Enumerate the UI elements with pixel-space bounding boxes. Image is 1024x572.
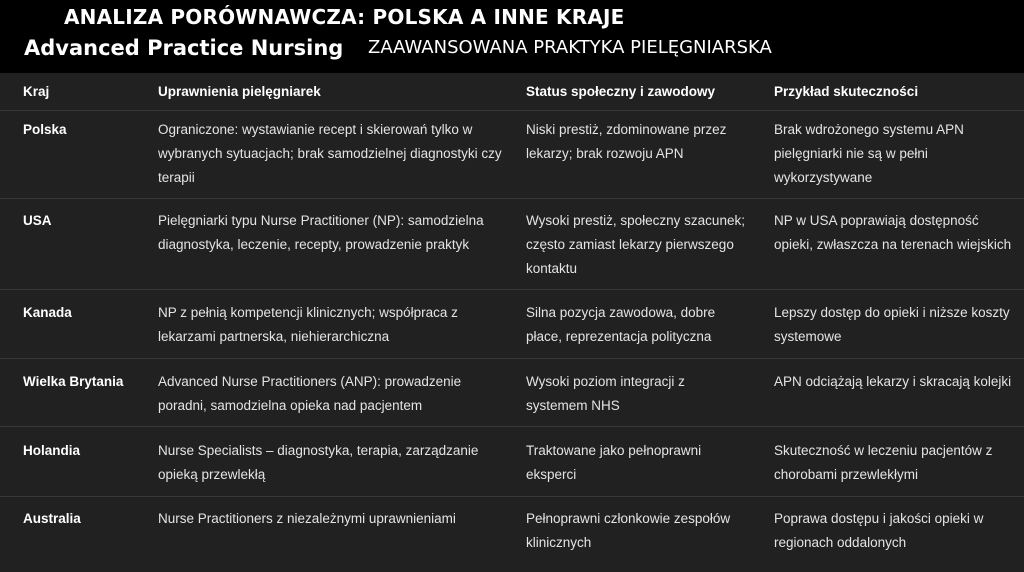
cell-country: Kanada: [23, 305, 72, 320]
cell-status: Niski prestiż, zdominowane przez lekarzy; brak rozwoju APN: [526, 122, 727, 161]
comparison-table: [0, 73, 1024, 572]
column-header-example: Przykład skuteczności: [774, 84, 919, 99]
cell-status: Traktowane jako pełnoprawni eksperci: [526, 443, 702, 482]
cell-country: USA: [23, 213, 52, 228]
table-row-netherlands: [0, 427, 1024, 497]
cell-example: APN odciążają lekarzy i skracają kolejki: [774, 374, 1012, 389]
cell-country: Wielka Brytania: [23, 374, 124, 389]
cell-rights: NP z pełnią kompetencji klinicznych; współpraca z lekarzami partnerska, niehierarchiczna: [158, 305, 458, 344]
page-title: ANALIZA PORÓWNAWCZA: POLSKA A INNE KRAJE: [64, 5, 625, 29]
cell-country: Australia: [23, 511, 81, 526]
table-row-poland: [0, 111, 1024, 199]
column-header-status: Status społeczny i zawodowy: [526, 84, 716, 99]
cell-status: Pełnoprawni członkowie zespołów klinicznych: [526, 511, 731, 550]
cell-status: Wysoki poziom integracji z systemem NHS: [526, 374, 685, 413]
table-row-australia: [0, 497, 1024, 572]
cell-status: Wysoki prestiż, społeczny szacunek; często zamiast lekarzy pierwszego kontaktu: [526, 213, 745, 276]
page-subtitle-english: Advanced Practice Nursing: [24, 36, 344, 60]
cell-example: Lepszy dostęp do opieki i niższe koszty systemowe: [774, 305, 1010, 344]
cell-example: NP w USA poprawiają dostępność opieki, zwłaszcza na terenach wiejskich: [774, 213, 1012, 252]
column-header-rights: Uprawnienia pielęgniarek: [158, 84, 321, 99]
cell-rights: Nurse Practitioners z niezależnymi uprawnieniami: [158, 511, 456, 526]
cell-rights: Ograniczone: wystawianie recept i skierowań tylko w wybranych sytuacjach; brak samodzielnej diagnostyki czy terapii: [158, 122, 502, 185]
cell-rights: Pielęgniarki typu Nurse Practitioner (NP): samodzielna diagnostyka, leczenie, recepty, prowadzenie praktyk: [158, 213, 484, 252]
table-row-usa: [0, 199, 1024, 290]
table-row-canada: [0, 290, 1024, 359]
cell-example: Poprawa dostępu i jakości opieki w regionach oddalonych: [774, 511, 984, 550]
page-subtitle-polish: ZAAWANSOWANA PRAKTYKA PIELĘGNIARSKA: [368, 37, 772, 58]
cell-country: Polska: [23, 122, 67, 137]
cell-rights: Advanced Nurse Practitioners (ANP): prowadzenie poradni, samodzielna opieka nad pacjentem: [158, 374, 462, 413]
table-row-united-kingdom: [0, 359, 1024, 427]
cell-rights: Nurse Specialists – diagnostyka, terapia, zarządzanie opieką przewlekłą: [158, 443, 479, 482]
column-header-country: Kraj: [23, 84, 50, 99]
cell-country: Holandia: [23, 443, 81, 458]
cell-status: Silna pozycja zawodowa, dobre płace, reprezentacja polityczna: [526, 305, 716, 344]
table-header-row: [0, 73, 1024, 111]
cell-example: Skuteczność w leczeniu pacjentów z chorobami przewlekłymi: [774, 443, 993, 482]
cell-example: Brak wdrożonego systemu APN pielęgniarki nie są w pełni wykorzystywane: [774, 122, 964, 185]
